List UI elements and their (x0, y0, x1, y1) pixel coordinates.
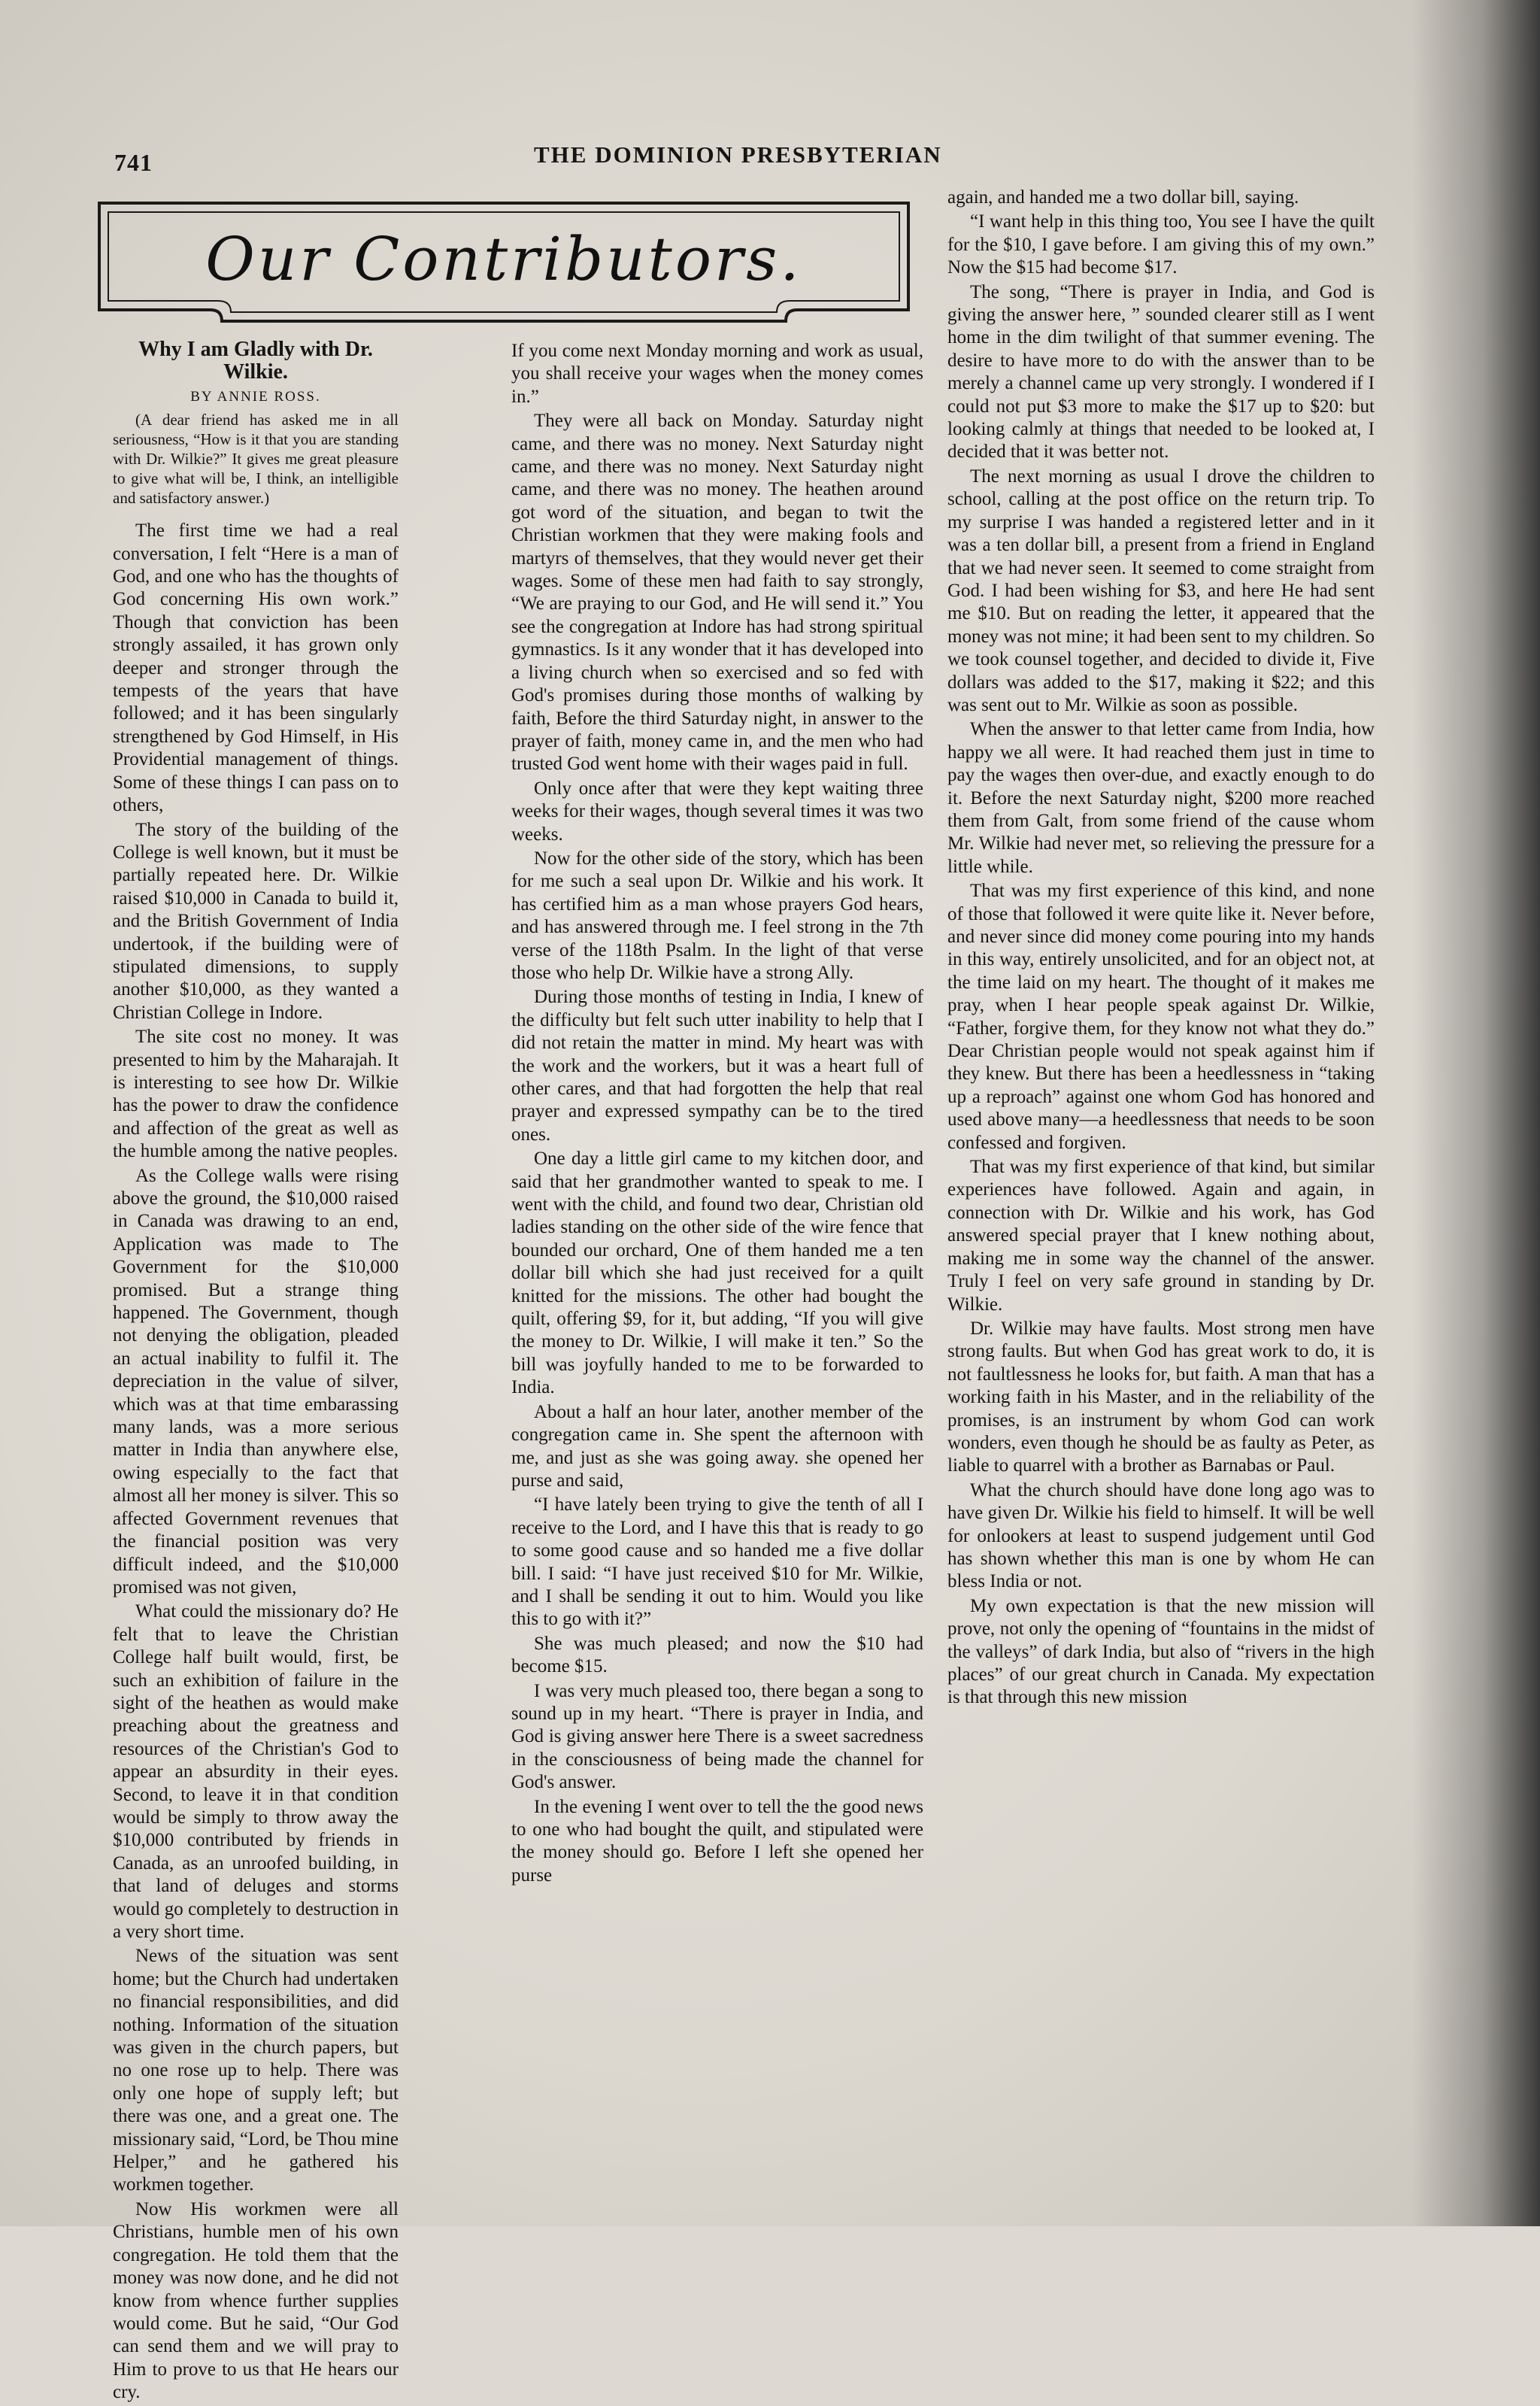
paragraph: They were all back on Monday. Saturday night came, and there was no money. Next Saturday night came, and there was no money. Next Saturday night came, and there was no money. The heathen around got word of the situation, and began to twit the Christian workmen that they were making fools and martyrs of themselves, that they would never get their wages. Some of these men had faith to say strongly, “We are praying to our God, and He will send it.” You see the congregation at Indore has had strong spiritual gymnastics. Is it any wonder that it has developed into a living church when so exercised and so fed with God's promises during those months of walking by faith, Before the third Saturday night, in answer to the prayer of faith, money came in, and the men who had trusted God went home with their wages paid in full. (511, 411, 923, 775)
paragraph: I was very much pleased too, there began a song to sound up in my heart. “There is prayer in India, and God is giving answer here There is a sweet sacredness in the consciousness of being made the channel for God's answer. (511, 1680, 923, 1793)
paragraph: Dr. Wilkie may have faults. Most strong men have strong faults. But when God has great work to do, it is not faultlessness he looks for, but faith. A man that has a working faith in his Master, and in the reliability of the promises, is an instrument by whom God can work wonders, even though he should be as faulty as Peter, as liable to quarrel with a brother as Barnabas or Paul. (947, 1318, 1375, 1476)
paragraph: “I have lately been trying to give the tenth of all I receive to the Lord, and I have this that is ready to go to some good cause and so handed me a five dollar bill. I said: “I have just received $10 for Mr. Wilkie, and I shall be sending it out to him. Would you like this to go with it?” (511, 1494, 923, 1630)
section-banner (90, 197, 917, 325)
paragraph: The first time we had a real conversation, I felt “Here is a man of God, and one who has the thoughts of God concerning His own work.” Though that conviction has been strongly assailed, it has grown only deeper and stronger through the tempests of the years that have followed; and it has been singularly strengthened by God Himself, in His Providential management of things. Some of these things I can pass on to others, (113, 520, 399, 816)
page-number: 741 (114, 149, 153, 176)
paragraph: What the church should have done long ago was to have given Dr. Wilkie his field to himself. It will be well for onlookers at least to suspend judgement until God has shown whether this man is one by whom He can bless India or not. (947, 1479, 1375, 1592)
paragraph: When the answer to that letter came from India, how happy we all were. It had reached them just in time to pay the wages then over-due, and exactly enough to do it. Before the next Saturday night, $200 more reached them from Galt, from some friend of the cause whom Mr. Wilkie had never met, so relieving the pressure for a little while. (947, 719, 1375, 877)
column-2 (511, 340, 923, 1889)
section-title: Our Contributors. (205, 224, 802, 294)
paragraph: In the evening I went over to tell the the good news to one who had bought the quilt, and stipulated were the money should go. Before I left she opened her purse (511, 1796, 923, 1886)
paragraph: The site cost no money. It was presented to him by the Maharajah. It is interesting to see how Dr. Wilkie has the power to draw the confidence and affection of the great as well as the humble among the native peoples. (113, 1027, 399, 1162)
paragraph: That was my first experience of this kind, and none of those that followed it were quite like it. Never before, and never since did money come pouring into my hands in this way, entirely unsolicited, and for an object not, at the time laid on my heart. The thought of it makes me pray, when I hear people speak against Dr. Wilkie, “Father, forgive them, for they know not what they do.” Dear Christian people would not speak against him if they knew. But there has been a heedlessness in “taking up a reproach” against one whom God has honored and used above many—a heedlessness that needs to be soon confessed and forgiven. (947, 881, 1375, 1153)
paragraph: My own expectation is that the new mission will prove, not only the opening of “fountains in the midst of the valleys” of dark India, but also of “rivers in the high places” of our great church in Canada. My expectation is that through this new mission (947, 1595, 1375, 1708)
running-head: THE DOMINION PRESBYTERIAN (534, 141, 942, 168)
paragraph: again, and handed me a two dollar bill, saying. (947, 187, 1299, 208)
article-intro: (A dear friend has asked me in all seriousness, “How is it that you are standing with Dr. Wilkie?” It gives me great pleasure to give what will be, I think, an intelligible and satisfactory answer.) (113, 411, 399, 508)
binding-shadow (1412, 0, 1540, 2226)
paragraph: Now His workmen were all Christians, humble men of his own congregation. He told them that the money was now done, and he did not know from whence further supplies would come. But he said, “Our God can send them and we will pray to Him to prove to us that He hears our cry. (113, 2198, 399, 2403)
paragraph: News of the situation was sent home; but the Church had undertaken no financial responsibilities, and did nothing. Information of the situation was given in the church papers, but no one rose up to help. There was only one hope of supply left; but there was one, and a great one. The missionary said, “Lord, be Thou mine Helper,” and he gathered his workmen together. (113, 1946, 399, 2195)
paragraph: During those months of testing in India, I knew of the difficulty but felt such utter inability to help that I did not retain the matter in mind. My heart was with the work and the workers, but it was a heart full of other cares, and that had forgotten the help that real prayer and expressed sympathy can be to the tired ones. (511, 987, 923, 1145)
paragraph: “I want help in this thing too, You see I have the quilt for the $10, I gave before. I am giving this of my own.” Now the $15 had become $17. (947, 211, 1375, 278)
paragraph: One day a little girl came to my kitchen door, and said that her grandmother wanted to speak to me. I went with the child, and found two dear, Christian old ladies standing on the other side of the wire fence that bounded our orchard, One of them handed me a ten dollar bill which she had just received for a quilt knitted for the missions. The other had bought the quilt, offering $9, for it, but adding, “If you will give the money to Dr. Wilkie, I will make it ten.” So the bill was joyfully handed to me to be forwarded to India. (511, 1148, 923, 1398)
paragraph: She was much pleased; and now the $10 had become $15. (511, 1633, 923, 1677)
paragraph: The next morning as usual I drove the children to school, calling at the post office on the return trip. To my surprise I was handed a registered letter and in it was a ten dollar bill, a present from a friend in England that we had never seen. It seemed to come straight from God. I had been wishing for $3, and here He had sent me $10. But on reading the letter, it appeared that the money was not mine; it had been sent to my children. So we took counsel together, and decided to divide it, Five dollars was added to the $17, making it $22; and this was sent out to Mr. Wilkie as soon as possible. (947, 466, 1375, 715)
paragraph: Now for the other side of the story, which has been for me such a seal upon Dr. Wilkie and his work. It has certified him as a man whose prayers God hears, and has answered through me. I feel strong in the 7th verse of the 118th Psalm. In the light of that verse those who help Dr. Wilkie have a strong Ally. (511, 848, 923, 983)
paragraph: What could the missionary do? He felt that to leave the Christian College half built would, first, be such an exhibition of failure in the sight of the heathen as would make preaching about the greatness and resources of the Christian's God to appear an absurdity in their eyes. Second, to leave it in that condition would be simply to throw away the $10,000 contributed by friends in Canada, as an unroofed building, in that land of deluges and storms would go completely to destruction in a very short time. (113, 1601, 399, 1942)
paragraph: Only once after that were they kept waiting three weeks for their wages, though several times it was two weeks. (511, 778, 923, 845)
paragraph: The story of the building of the College is well known, but it must be partially repeated here. Dr. Wilkie raised $10,000 in Canada to build it, and the British Government of India undertook, if the building were of stipulated dimensions, to supply another $10,000, as they wanted a Christian College in Indore. (113, 819, 399, 1023)
paragraph: That was my first experience of that kind, but similar experiences have followed. Again and again, in connection with Dr. Wilkie and his work, has God answered special prayer that I knew nothing about, making me in some way the channel of the answer. Truly I feel on very safe ground in standing by Dr. Wilkie. (947, 1157, 1375, 1315)
paragraph: As the College walls were rising above the ground, the $10,000 raised in Canada was drawing to an end, Application was made to The Government for the $10,000 promised. But a strange thing happened. The Government, though not denying the obligation, pleaded an actual inability to fulfil it. The depreciation in the value of silver, which was at that time embarassing many lands, was a more serious matter in India than anywhere else, owing especially to the fact that almost all her money is silver. This so affected Government revenues that the financial position was very difficult indeed, and the $10,000 promised was not given, (113, 1165, 399, 1597)
article-title: Why I am Gladly with Dr. Wilkie. (138, 338, 373, 384)
paragraph: If you come next Monday morning and work as usual, you shall receive your wages when the money comes in.” (511, 341, 923, 407)
paragraph: The song, “There is prayer in India, and God is giving the answer here, ” sounded clearer still as I went home in the dim twilight of that summer evening. The desire to have more to do with the answer than to be merely a channel came up very strongly. I wondered if I could not put $3 more to make the $17 up to $20: but looking calmly at things that needed to be looked at, I decided that it was better not. (947, 281, 1375, 463)
article-byline: BY ANNIE ROSS. (190, 388, 321, 405)
paragraph: About a half an hour later, another member of the congregation came in. She spent the afternoon with me, and just as she was going away. she opened her purse and said, (511, 1401, 923, 1491)
column-1 (113, 338, 399, 2406)
column-3 (947, 187, 1375, 1711)
